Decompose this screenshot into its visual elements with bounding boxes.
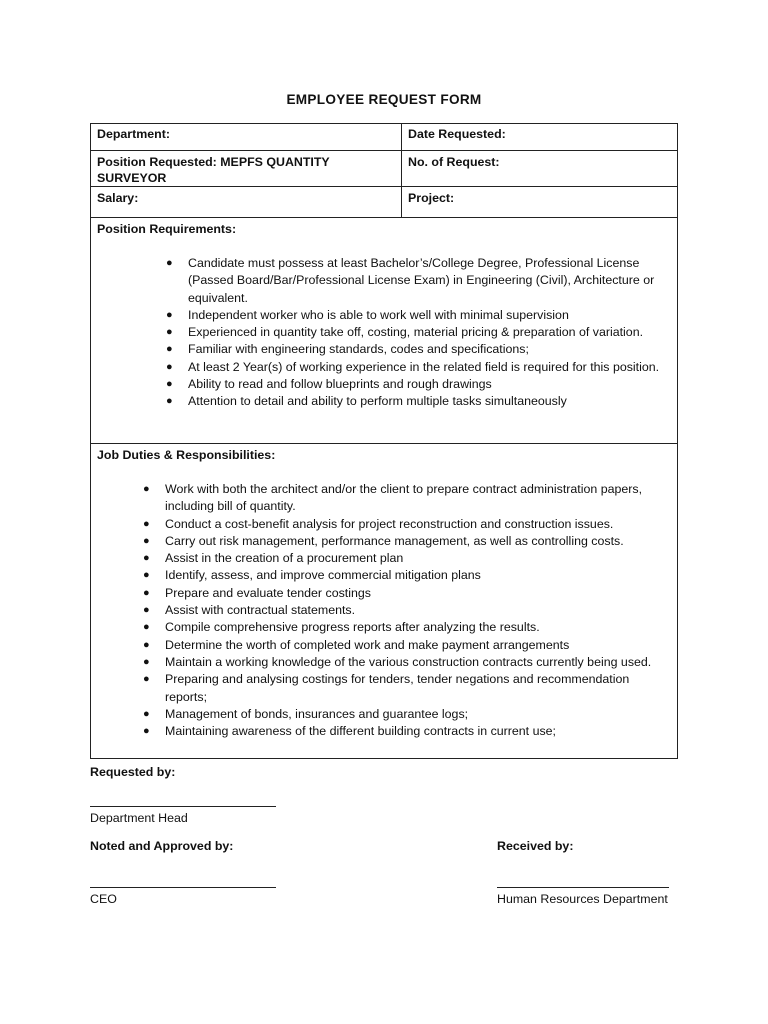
requirement-item [166, 341, 665, 358]
bullet-icon: ● [166, 378, 173, 391]
hr-signature-line[interactable] [497, 887, 669, 888]
requested-by-label: Requested by: [90, 765, 176, 779]
position-requirements-heading: Position Requirements: [97, 222, 237, 236]
hr-department-label: Human Resources Department [497, 892, 668, 906]
ceo-signature-line[interactable] [90, 887, 276, 888]
requirement-item-text: Ability to read and follow blueprints and rough drawings [188, 377, 492, 392]
bullet-icon: ● [143, 483, 150, 495]
bullet-icon: ● [143, 534, 150, 547]
duty-item-text: Determine the worth of completed work and make payment arrangements [165, 637, 570, 652]
ceo-label: CEO [90, 892, 117, 906]
department-field: Department: [91, 124, 402, 151]
requirement-item-text: Familiar with engineering standards, codes and specifications; [188, 342, 529, 357]
duty-item [143, 654, 665, 671]
department-head-label: Department Head [90, 811, 188, 825]
duty-item [143, 637, 665, 654]
position-requested-field: Position Requested: MEPFS QUANTITY SURVEYOR [91, 151, 402, 187]
bullet-icon: ● [166, 395, 173, 408]
duty-item [143, 567, 665, 584]
received-by-label: Received by: [497, 839, 574, 853]
requirement-item-text: Attention to detail and ability to perform multiple tasks simultaneously [188, 394, 567, 409]
duty-item-text: Compile comprehensive progress reports after analyzing the results. [165, 620, 540, 635]
duty-item [143, 585, 665, 602]
bullet-icon: ● [166, 343, 173, 356]
bullet-icon: ● [166, 360, 173, 373]
duty-item [143, 481, 665, 516]
duty-item-text: Conduct a cost-benefit analysis for project reconstruction and construction issues. [165, 516, 614, 531]
duty-item [143, 602, 665, 619]
salary-field: Salary: [91, 187, 402, 218]
duty-item-text: Work with both the architect and/or the client to prepare contract administration papers, including bill of quantity. [165, 482, 643, 514]
duty-item-text: Maintain a working knowledge of the various construction contracts currently being used. [165, 654, 652, 669]
job-duties-heading: Job Duties & Responsibilities: [97, 448, 276, 462]
requirement-item [166, 376, 665, 393]
duty-item [143, 723, 665, 740]
bullet-icon: ● [143, 673, 150, 686]
duty-item-text: Maintaining awareness of the different building contracts in current use; [165, 724, 556, 739]
department-head-signature-line[interactable] [90, 806, 276, 807]
duty-item-text: Preparing and analysing costings for tenders, tender negations and recommendation reports; [165, 672, 630, 704]
requirement-item [166, 359, 665, 376]
duty-item-text: Prepare and evaluate tender costings [165, 585, 371, 600]
form-title: EMPLOYEE REQUEST FORM [286, 92, 482, 107]
duty-item-text: Assist with contractual statements. [165, 603, 356, 618]
bullet-icon: ● [143, 621, 150, 634]
requirement-item-text: Candidate must possess at least Bachelor’s/College Degree, Professional License (Passed Board/Bar/Professional License Exam) in Engineering (Civil), Architecture or equivalent. [188, 256, 655, 305]
request-form-table [90, 123, 678, 759]
requirement-item-text: Experienced in quantity take off, costing, material pricing & preparation of variation. [188, 325, 644, 340]
bullet-icon: ● [166, 326, 173, 339]
requirement-item [166, 324, 665, 341]
duty-item-text: Assist in the creation of a procurement plan [165, 551, 404, 566]
duty-item-text: Carry out risk management, performance management, as well as controlling costs. [165, 533, 624, 548]
duty-item-text: Management of bonds, insurances and guarantee logs; [165, 706, 469, 721]
bullet-icon: ● [166, 308, 173, 321]
duty-item [143, 533, 665, 550]
bullet-icon: ● [143, 517, 150, 530]
job-duties-section [91, 444, 678, 759]
requirements-list [166, 255, 665, 411]
duty-item [143, 706, 665, 723]
bullet-icon: ● [143, 604, 150, 617]
bullet-icon: ● [143, 569, 150, 582]
duties-list [143, 481, 665, 740]
duty-item [143, 671, 665, 706]
bullet-icon: ● [143, 707, 150, 720]
bullet-icon: ● [166, 257, 173, 269]
date-requested-field: Date Requested: [402, 124, 678, 151]
bullet-icon: ● [143, 725, 150, 738]
requirement-item [166, 307, 665, 324]
bullet-icon: ● [143, 655, 150, 668]
bullet-icon: ● [143, 552, 150, 565]
project-field: Project: [402, 187, 678, 218]
requirement-item-text: At least 2 Year(s) of working experience in the related field is required for this position. [188, 359, 660, 374]
bullet-icon: ● [143, 638, 150, 651]
no-of-request-field: No. of Request: [402, 151, 678, 187]
noted-approved-by-label: Noted and Approved by: [90, 839, 234, 853]
duty-item [143, 619, 665, 636]
position-requirements-section [91, 218, 678, 444]
duty-item [143, 516, 665, 533]
bullet-icon: ● [143, 586, 150, 599]
requirement-item-text: Independent worker who is able to work well with minimal supervision [188, 307, 569, 322]
requirement-item [166, 255, 665, 307]
duty-item-text: Identify, assess, and improve commercial mitigation plans [165, 568, 481, 583]
duty-item [143, 550, 665, 567]
requirement-item [166, 393, 665, 410]
